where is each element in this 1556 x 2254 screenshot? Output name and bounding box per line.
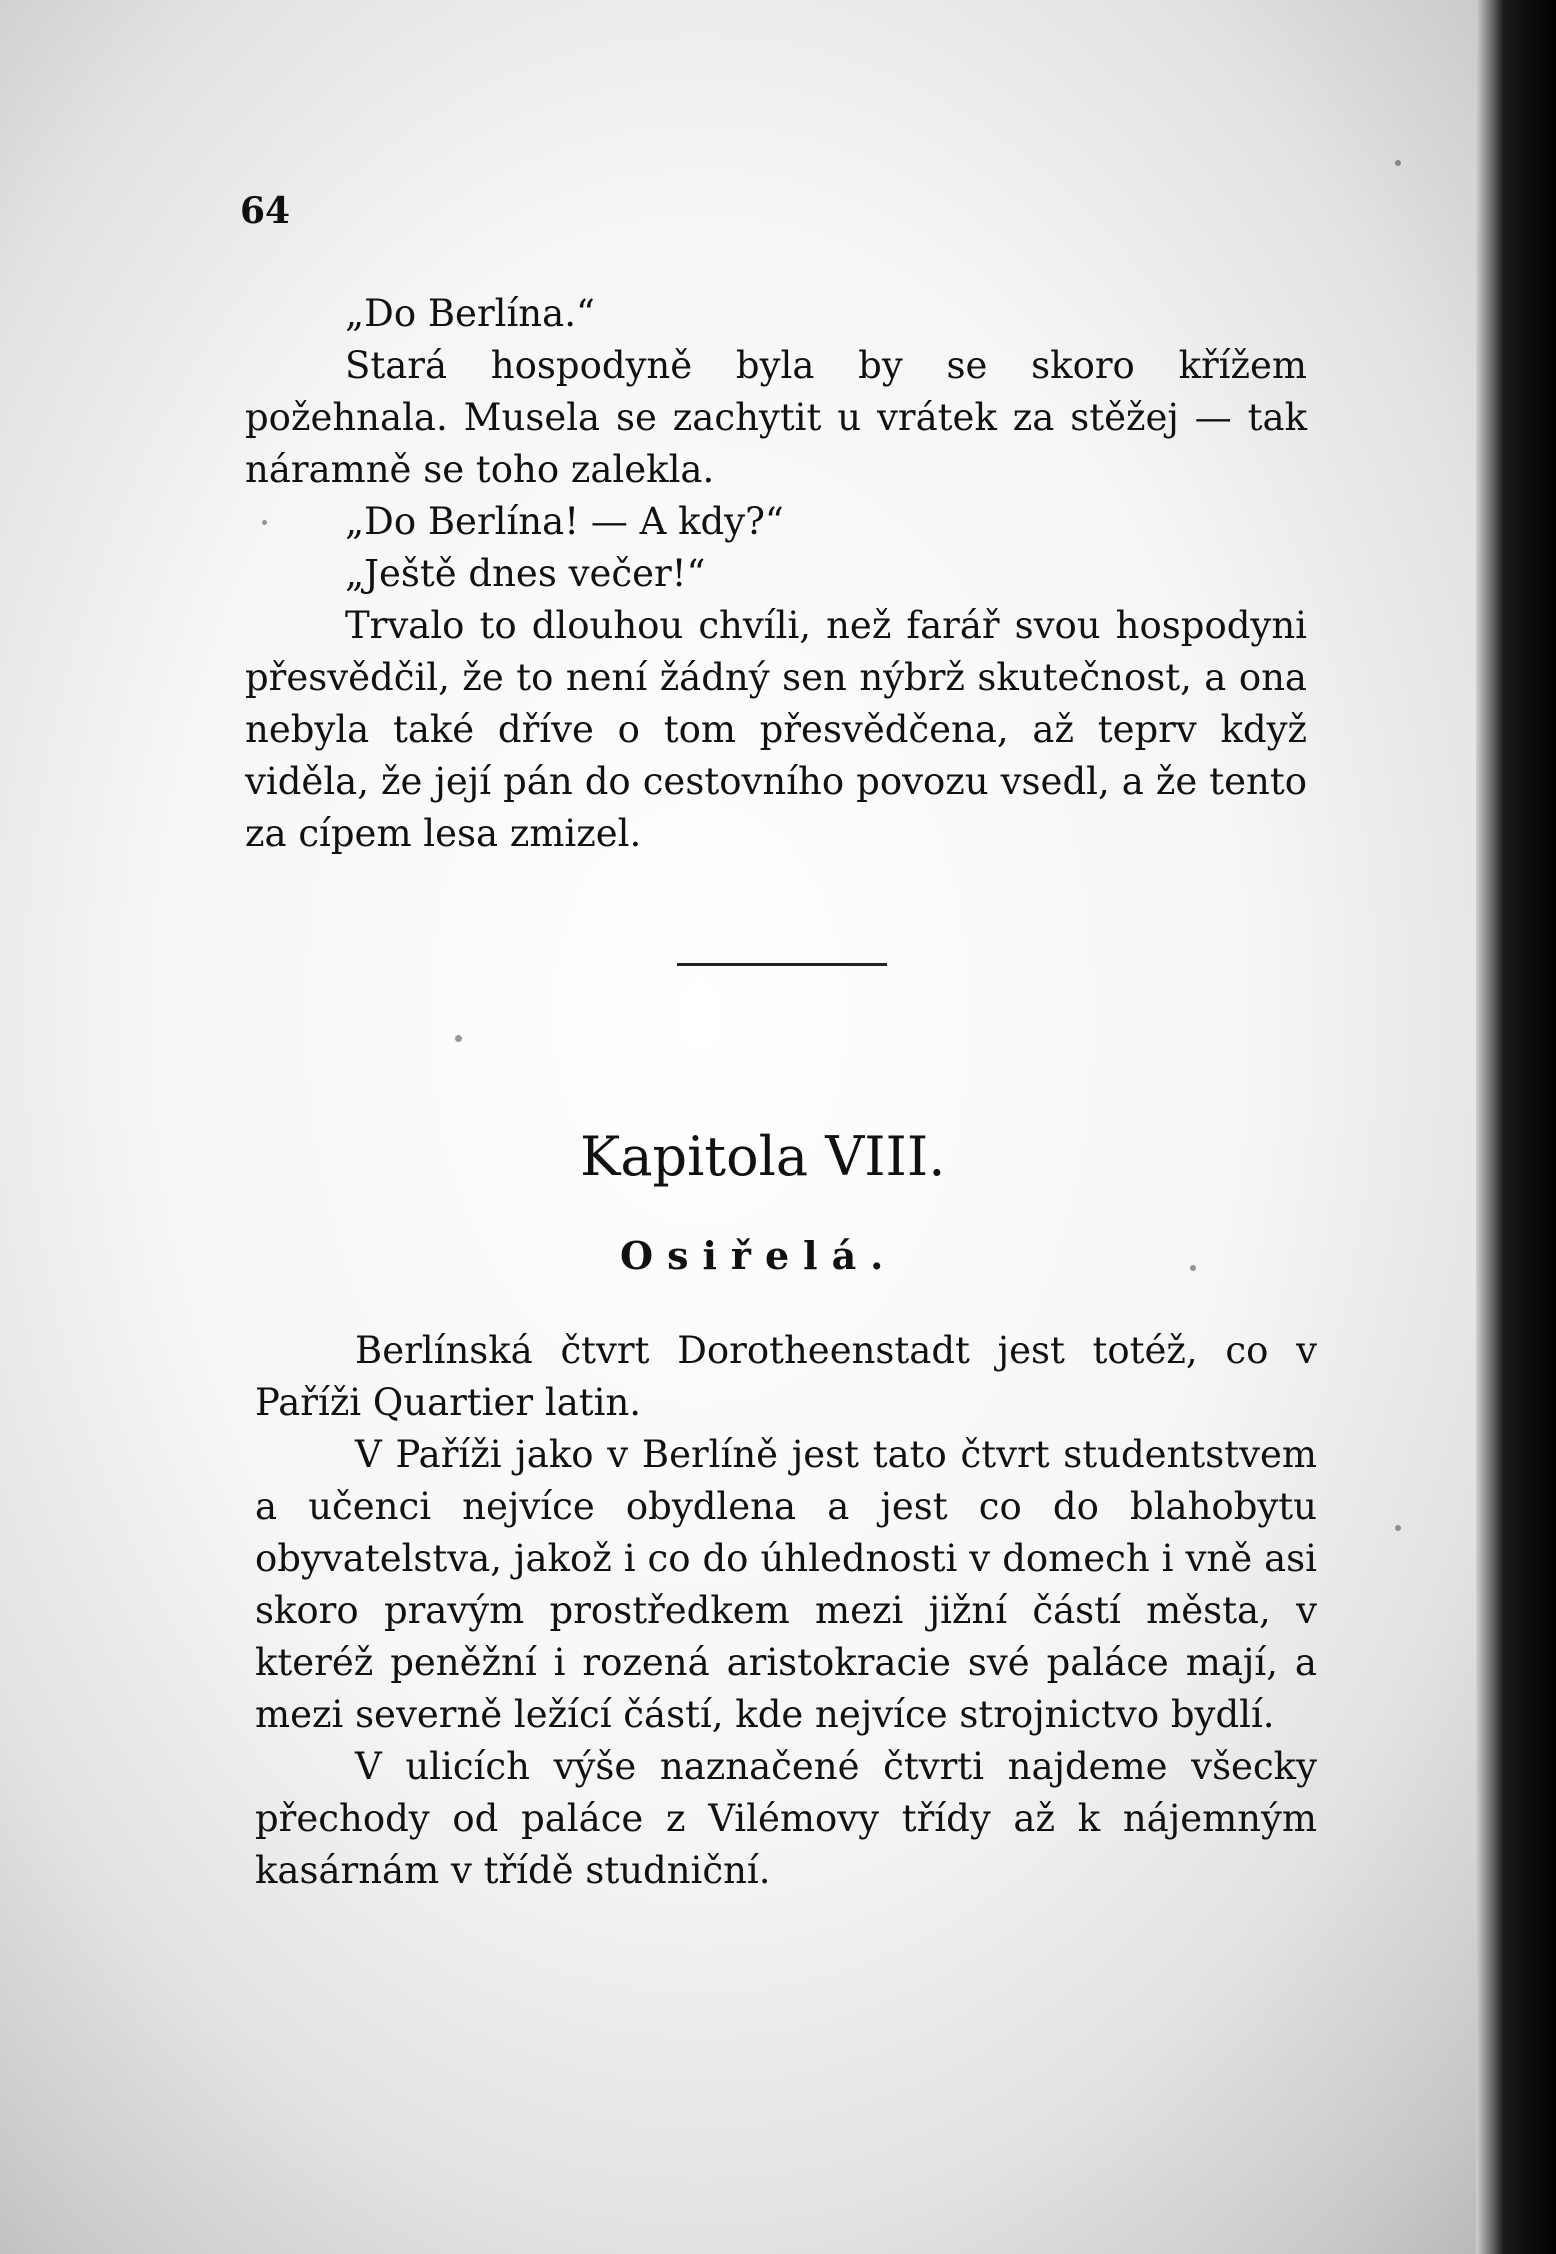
scan-speck <box>1395 160 1401 166</box>
paragraph: Trvalo to dlouhou chvíli, než farář svou hospodyni přesvědčil, že to není žádný sen nýbrž skutečnost, a ona nebyla také dříve o tom přesvědčena, až teprv když viděla, že její pán do cestovního povozu vsedl, a že tento za cípem lesa zmizel. <box>245 604 1307 855</box>
paragraph: „Ještě dnes večer!“ <box>345 552 706 595</box>
paragraph: V ulicích výše naznačené čtvrti najdeme všecky přechody od paláce z Vilémovy třídy až k nájemným kasárnám v třídě studniční. <box>255 1745 1317 1892</box>
text-section-1 <box>245 288 1307 860</box>
paragraph: „Do Berlína.“ <box>345 292 595 335</box>
paragraph: Stará hospodyně byla by se skoro křížem požehnala. Musela se zachytit u vrátek za stěžej — tak náramně se toho zalekla. <box>245 344 1307 491</box>
page-number: 64 <box>240 190 291 232</box>
paragraph: „Do Berlína! — A kdy?“ <box>345 500 784 543</box>
chapter-title: Kapitola VIII. <box>580 1125 946 1188</box>
scan-speck <box>1190 1265 1196 1271</box>
scan-speck <box>455 1035 462 1042</box>
paragraph: V Paříži jako v Berlíně jest tato čtvrt studentstvem a učenci nejvíce obydlena a jest co do blahobytu obyvatelstva, jakož i co do úhlednosti v domech i vně asi skoro pravým prostředkem mezi jižní částí města, v kteréž peněžní i rozená aristokracie své paláce mají, a mezi severně ležící částí, kde nejvíce strojnictvo bydlí. <box>255 1433 1317 1736</box>
scan-speck <box>1395 1525 1401 1531</box>
paragraph: Berlínská čtvrt Dorotheenstadt jest totéž, co v Paříži Quartier latin. <box>255 1329 1317 1424</box>
section-divider <box>677 963 887 966</box>
chapter-subtitle: Osiřelá. <box>620 1233 898 1278</box>
page-edge-shadow <box>1476 0 1556 2254</box>
text-section-2 <box>255 1325 1317 1897</box>
